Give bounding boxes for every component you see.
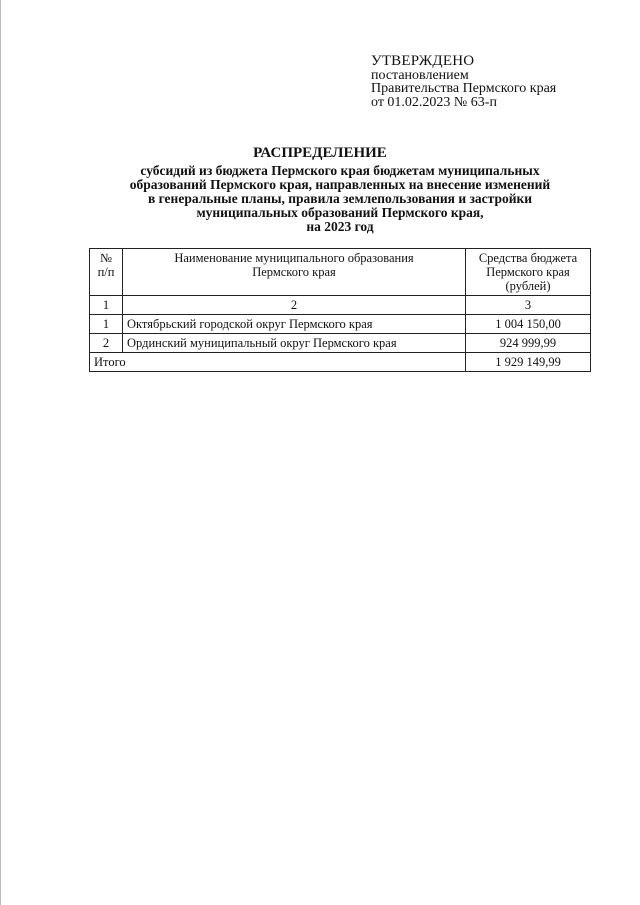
subtitle-line: образований Пермского края, направленных на внесение изменений <box>129 177 551 192</box>
row-amount: 924 999,99 <box>466 334 591 353</box>
row-amount: 1 004 150,00 <box>466 315 591 334</box>
approval-line-1: постановлением <box>371 67 469 83</box>
subtitle-line: на 2023 год <box>306 219 374 234</box>
table-row <box>90 334 591 353</box>
column-number: 2 <box>123 296 466 315</box>
header-amount <box>466 249 591 296</box>
subtitle-line: муниципальных образований Пермского края, <box>196 205 484 220</box>
total-row <box>90 353 591 372</box>
header-amount-line: Средства бюджета <box>478 251 578 265</box>
distribution-table <box>89 248 591 372</box>
approval-line-2: Правительства Пермского края <box>371 81 557 96</box>
document-subtitle <box>95 164 585 234</box>
document-title: РАСПРЕДЕЛЕНИЕ <box>253 145 387 161</box>
approval-heading: УТВЕРЖДЕНО <box>371 53 475 69</box>
subtitle-line: субсидий из бюджета Пермского края бюджетам муниципальных <box>140 163 540 178</box>
subtitle-line: в генеральные планы, правила землепользования и застройки <box>147 191 533 206</box>
header-amount-line: Пермского края <box>486 265 570 279</box>
column-number-row <box>90 296 591 315</box>
total-label: Итого <box>90 353 466 372</box>
row-num: 2 <box>90 334 123 353</box>
column-number: 3 <box>466 296 591 315</box>
row-name: Ординский муниципальный округ Пермского края <box>123 334 466 353</box>
header-amount-line: (рублей) <box>505 279 551 293</box>
header-num <box>90 249 123 296</box>
approval-stamp <box>371 55 556 109</box>
scan-margin-mark <box>0 0 1 905</box>
header-num-line: № <box>100 251 112 265</box>
row-name: Октябрьский городской округ Пермского края <box>123 315 466 334</box>
header-name <box>123 249 466 296</box>
header-name-line: Пермского края <box>252 265 336 279</box>
total-amount: 1 929 149,99 <box>466 353 591 372</box>
approval-line-3: от 01.02.2023 № 63-п <box>371 94 497 110</box>
header-num-line: п/п <box>97 265 115 279</box>
row-num: 1 <box>90 315 123 334</box>
column-number: 1 <box>90 296 123 315</box>
table-header-row <box>90 249 591 296</box>
table-row <box>90 315 591 334</box>
header-name-line: Наименование муниципального образования <box>174 251 414 265</box>
